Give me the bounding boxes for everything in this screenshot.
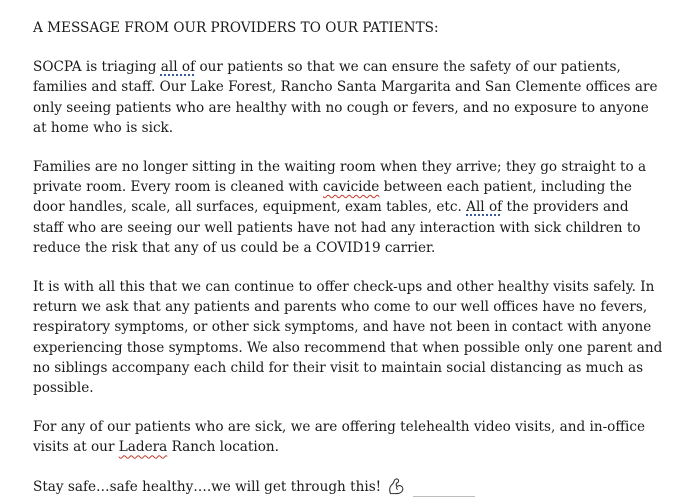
paragraph-triage [33,57,663,138]
paragraph-cleaning-text-2: between each patient, including the door handles, scale, all surfaces, equipment, exam tables, etc. [33,179,632,216]
flexed-biceps-icon [387,477,405,495]
paragraph-cleaning-text-3: the providers and staff who are seeing our well patients have not had any interaction with sick children to reduce the risk that any of us could be a COVID19 carrier. [33,199,641,256]
paragraph-cleaning [33,157,663,258]
paragraph-telehealth-text-2: Ranch location. [167,439,279,456]
message-heading: A MESSAGE FROM OUR PROVIDERS TO OUR PATIENTS: [33,20,439,36]
paragraph-telehealth [33,417,663,457]
grammar-flag-all-of[interactable]: all of [160,59,196,76]
paragraph-cleaning-text-1: Families are no longer sitting in the waiting room when they arrive; they go straight to a private room. Every room is cleaned with [33,159,647,196]
grammar-flag-all-of-2[interactable]: All of [466,199,503,216]
paragraph-telehealth-text-1: For any of our patients who are sick, we are offering telehealth video visits, and in-office visits at our [33,419,646,456]
closing-text: Stay safe…safe healthy….we will get through this! [33,478,382,495]
paragraph-healthy-visits: It is with all this that we can continue to offer check-ups and other healthy visits safely. In return we ask that any patients and parents who come to our well offices have no fevers, respiratory symptoms, or other sick symptoms, and have not been in contact with anyone experiencing those symptoms. We also recommend that when possible only one parent and no siblings accompany each child for their visit to maintain social distancing as much as possible. [33,279,663,397]
paragraph-triage-text-2: our patients so that we can ensure the safety of our patients, families and staff. Our Lake Forest, Rancho Santa Margarita and San Clemente offices are only seeing patients who are healthy with no cough or fevers, and no exposure to anyone at home who is sick. [33,59,658,136]
closing-line [33,477,663,497]
spelling-flag-ladera[interactable]: Ladera [118,439,168,456]
document-body [33,18,663,497]
spelling-flag-cavicide[interactable]: cavicide [322,179,380,196]
trailing-rule [413,496,475,497]
paragraph-triage-text-1: SOCPA is triaging [33,59,161,76]
